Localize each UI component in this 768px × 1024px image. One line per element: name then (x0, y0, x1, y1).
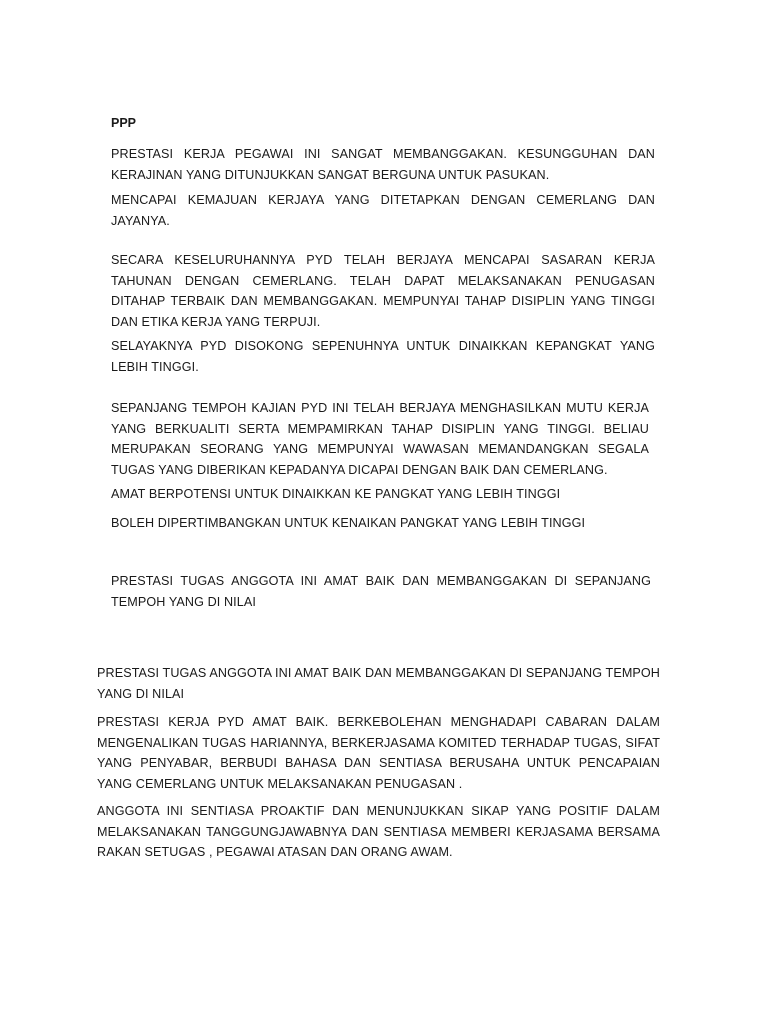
paragraph-promotion-support: SELAYAKNYA PYD DISOKONG SEPENUHNYA UNTUK DINAIKKAN KEPANGKAT YANG LEBIH TINGGI. (111, 339, 655, 374)
paragraph-work-performance: PRESTASI KERJA PYD AMAT BAIK. BERKEBOLEHAN MENGHADAPI CABARAN DALAM MENGENALIKAN TUGAS HARIANNYA, BERKERJASAMA KOMITED TERHADAP TUGAS, SIFAT YANG PENYABAR, BERBUDI BAHASA DAN SENTIASA BERUSAHA UNTUK PENCAPAIAN YANG CEMERLANG UNTUK MELAKSANAKAN PENUGASAN . (97, 715, 660, 791)
paragraph-review-period: SEPANJANG TEMPOH KAJIAN PYD INI TELAH BERJAYA MENGHASILKAN MUTU KERJA YANG BERKUALITI SERTA MEMPAMIRKAN TAHAP DISIPLIN YANG TINGGI. BELIAU MERUPAKAN SEORANG YANG MEMPUNYAI WAWASAN MEMANDANGKAN SEGALA TUGAS YANG DIBERIKAN KEPADANYA DICAPAI DENGAN BAIK DAN CEMERLANG. (111, 401, 649, 477)
paragraph-career-progress: MENCAPAI KEMAJUAN KERJAYA YANG DITETAPKAN DENGAN CEMERLANG DAN JAYANYA. (111, 193, 655, 228)
paragraph-duty-performance-1: PRESTASI TUGAS ANGGOTA INI AMAT BAIK DAN MEMBANGGAKAN DI SEPANJANG TEMPOH YANG DI NILAI (111, 574, 651, 609)
paragraph-performance-proud: PRESTASI KERJA PEGAWAI INI SANGAT MEMBANGGAKAN. KESUNGGUHAN DAN KERAJINAN YANG DITUNJUKKAN SANGAT BERGUNA UNTUK PASUKAN. (111, 147, 655, 182)
paragraph-duty-performance-2: PRESTASI TUGAS ANGGOTA INI AMAT BAIK DAN MEMBANGGAKAN DI SEPANJANG TEMPOH YANG DI NILAI (97, 666, 660, 701)
paragraph-proactive-member: ANGGOTA INI SENTIASA PROAKTIF DAN MENUNJUKKAN SIKAP YANG POSITIF DALAM MELAKSANAKAN TANGGUNGJAWABNYA DAN SENTIASA MEMBERI KERJASAMA BERSAMA RAKAN SETUGAS , PEGAWAI ATASAN DAN ORANG AWAM. (97, 804, 660, 859)
document-heading: PPP (111, 116, 137, 130)
paragraph-high-potential: AMAT BERPOTENSI UNTUK DINAIKKAN KE PANGKAT YANG LEBIH TINGGI (111, 487, 561, 501)
paragraph-considered-promotion: BOLEH DIPERTIMBANGKAN UNTUK KENAIKAN PANGKAT YANG LEBIH TINGGI (111, 516, 586, 530)
paragraph-overall-achievement: SECARA KESELURUHANNYA PYD TELAH BERJAYA MENCAPAI SASARAN KERJA TAHUNAN DENGAN CEMERLANG. TELAH DAPAT MELAKSANAKAN PENUGASAN DITAHAP TERBAIK DAN MEMBANGGAKAN. MEMPUNYAI TAHAP DISIPLIN YANG TINGGI DAN ETIKA KERJA YANG TERPUJI. (111, 253, 655, 329)
